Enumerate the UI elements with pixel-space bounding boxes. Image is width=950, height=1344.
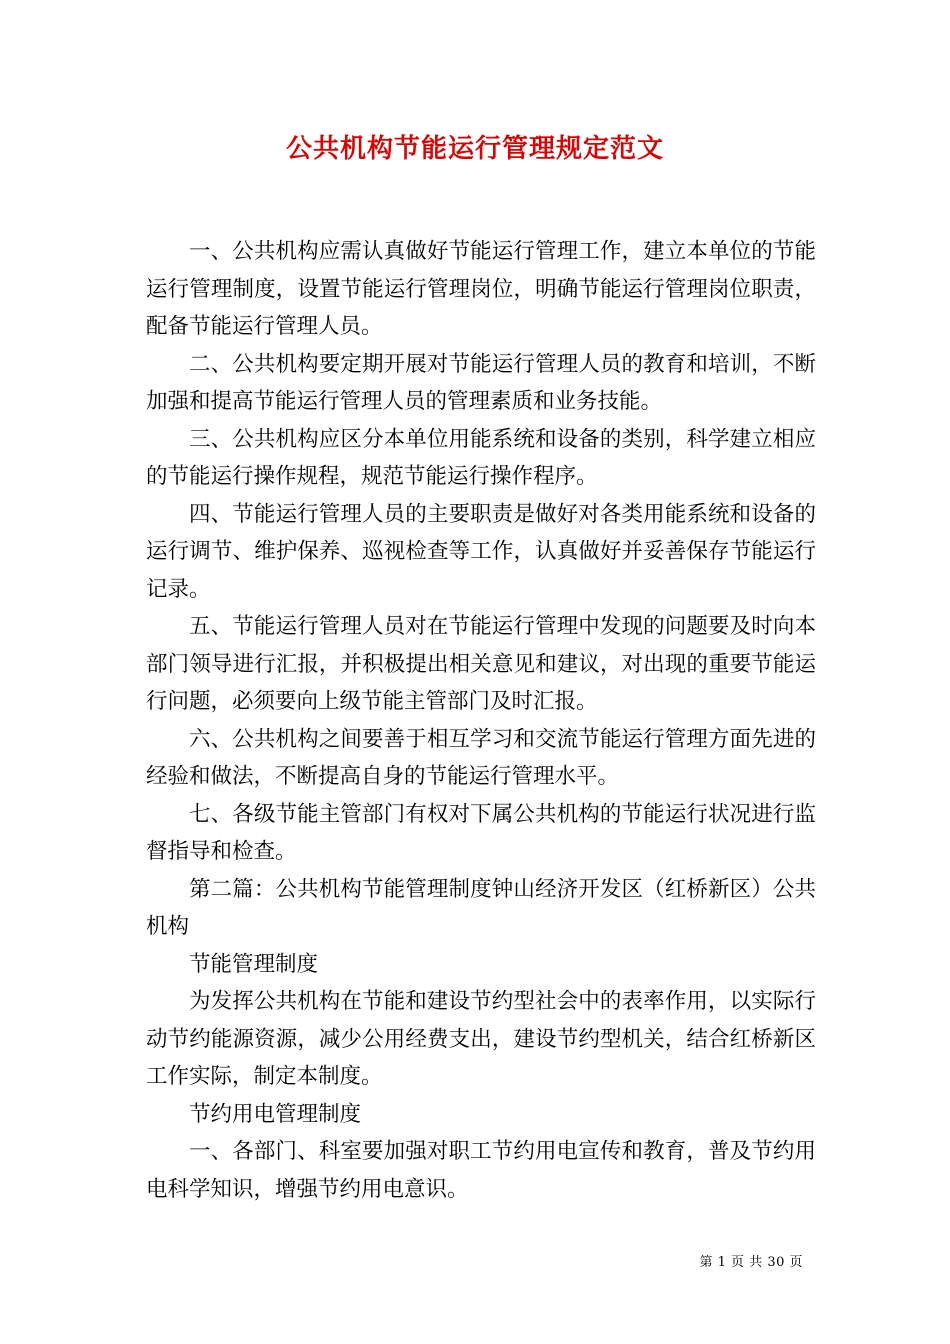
paragraph: 六、公共机构之间要善于相互学习和交流节能运行管理方面先进的经验和做法，不断提高自身的节能运行管理水平。 xyxy=(146,726,816,789)
paragraph: 一、各部门、科室要加强对职工节约用电宣传和教育，普及节约用电科学知识，增强节约用电意识。 xyxy=(146,1139,816,1202)
paragraph: 第二篇：公共机构节能管理制度钟山经济开发区（红桥新区）公共机构 xyxy=(146,876,816,939)
document-body xyxy=(146,233,816,1208)
paragraph: 五、节能运行管理人员对在节能运行管理中发现的问题要及时向本部门领导进行汇报，并积极提出相关意见和建议，对出现的重要节能运行问题，必须要向上级节能主管部门及时汇报。 xyxy=(146,614,816,714)
document-title: 公共机构节能运行管理规定范文 xyxy=(285,134,664,164)
paragraph: 二、公共机构要定期开展对节能运行管理人员的教育和培训，不断加强和提高节能运行管理人员的管理素质和业务技能。 xyxy=(146,351,816,414)
page-number: 第 1 页 共 30 页 xyxy=(699,1255,803,1270)
paragraph: 七、各级节能主管部门有权对下属公共机构的节能运行状况进行监督指导和检查。 xyxy=(146,801,816,864)
paragraph: 节约用电管理制度 xyxy=(189,1101,362,1127)
paragraph: 三、公共机构应区分本单位用能系统和设备的类别，科学建立相应的节能运行操作规程，规范节能运行操作程序。 xyxy=(146,426,816,489)
paragraph: 四、节能运行管理人员的主要职责是做好对各类用能系统和设备的运行调节、维护保养、巡视检查等工作，认真做好并妥善保存节能运行记录。 xyxy=(146,501,816,602)
paragraph: 节能管理制度 xyxy=(189,951,319,977)
paragraph: 一、公共机构应需认真做好节能运行管理工作，建立本单位的节能运行管理制度，设置节能运行管理岗位，明确节能运行管理岗位职责，配备节能运行管理人员。 xyxy=(146,239,816,339)
paragraph: 为发挥公共机构在节能和建设节约型社会中的表率作用，以实际行动节约能源资源，减少公用经费支出，建设节约型机关，结合红桥新区工作实际，制定本制度。 xyxy=(146,989,816,1089)
